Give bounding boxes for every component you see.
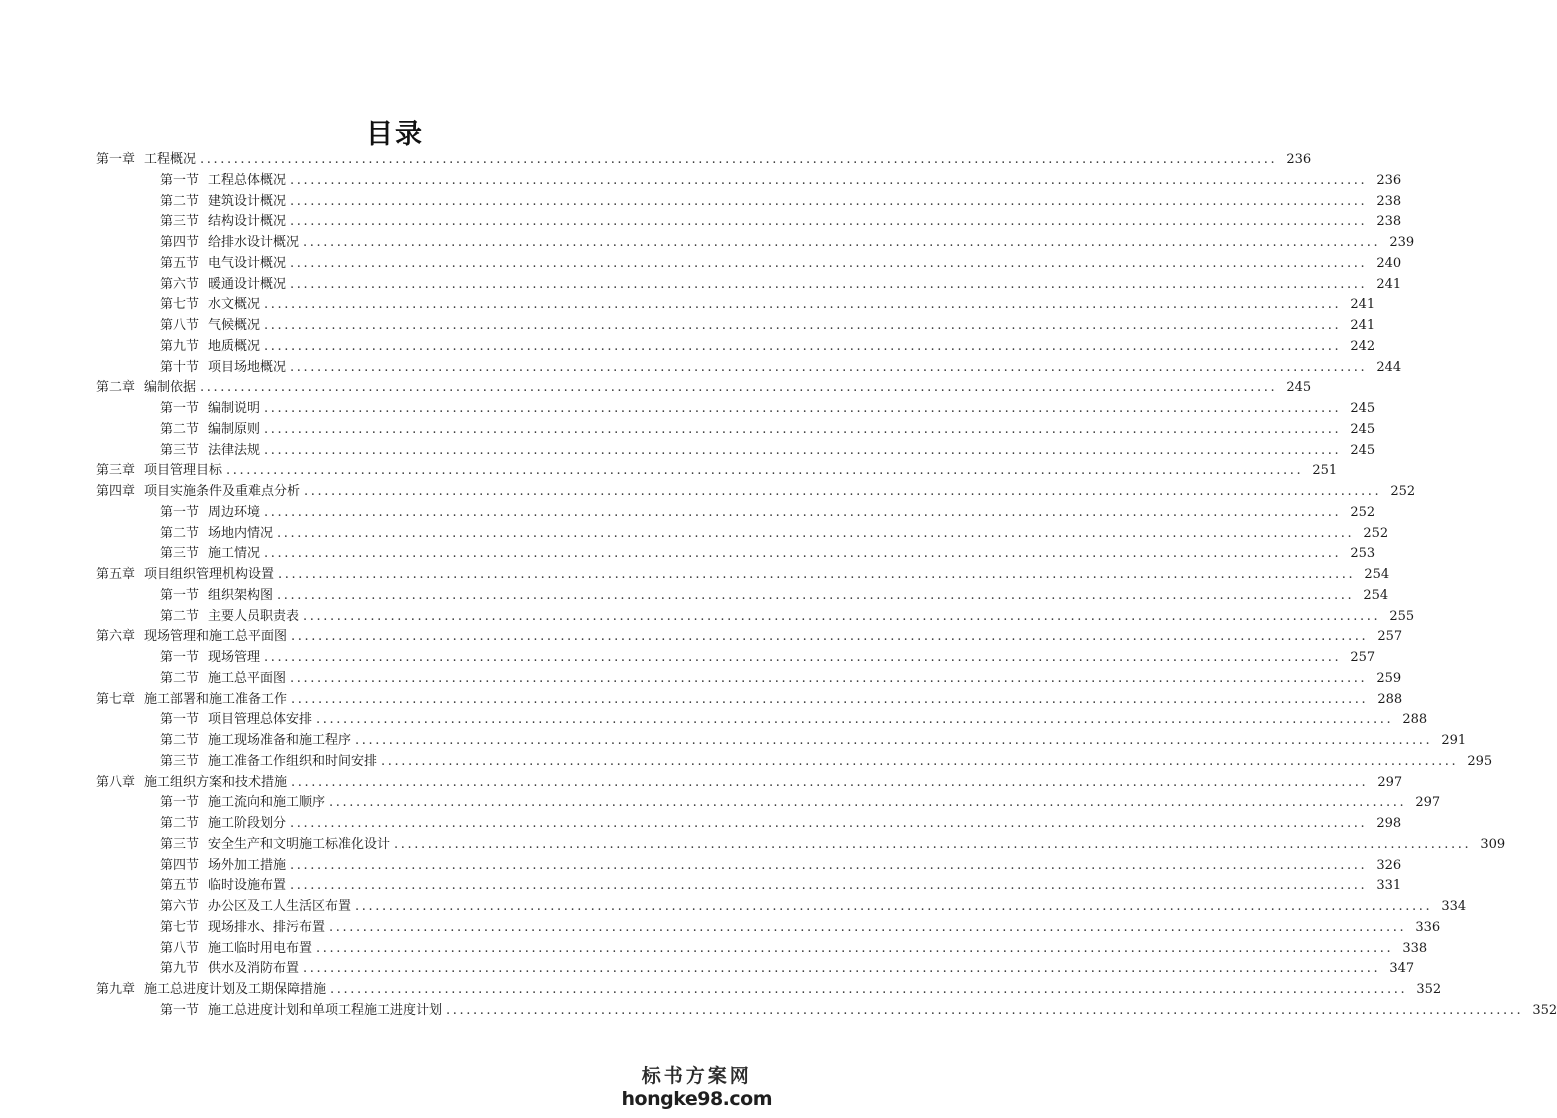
toc-section-entry[interactable] bbox=[96, 959, 1415, 980]
toc-leader-dots: ................................................................................................................................................................ bbox=[290, 857, 1368, 873]
toc-page-number: 239 bbox=[1389, 235, 1415, 250]
toc-section-entry[interactable] bbox=[96, 503, 1376, 524]
table-of-contents bbox=[96, 150, 1557, 1022]
toc-entry-title: 建筑设计概况 bbox=[208, 193, 287, 209]
toc-section-entry[interactable] bbox=[96, 835, 1506, 856]
toc-page-number: 297 bbox=[1415, 795, 1441, 811]
toc-entry-number: 第二节 bbox=[160, 670, 200, 686]
toc-page-number: 255 bbox=[1389, 608, 1415, 624]
toc-entry-number: 第一节 bbox=[160, 712, 200, 728]
toc-entry-title: 现场排水、排污布置 bbox=[208, 919, 326, 935]
toc-entry-label bbox=[160, 939, 312, 960]
toc-entry-number: 第九节 bbox=[160, 338, 200, 354]
toc-section-entry[interactable] bbox=[96, 295, 1376, 316]
toc-page-number: 245 bbox=[1286, 380, 1312, 396]
toc-entry-number: 第一节 bbox=[160, 795, 200, 811]
toc-page-number: 252 bbox=[1350, 504, 1376, 520]
toc-entry-title: 施工准备工作组织和时间安排 bbox=[208, 753, 378, 769]
toc-page-number: 236 bbox=[1376, 172, 1402, 188]
toc-entry-number: 第八节 bbox=[160, 318, 200, 333]
toc-entry-number: 第二节 bbox=[160, 733, 200, 748]
toc-section-entry[interactable] bbox=[96, 586, 1389, 607]
toc-entry-number: 第三节 bbox=[160, 546, 200, 562]
toc-section-entry[interactable] bbox=[96, 337, 1376, 358]
toc-section-entry[interactable] bbox=[96, 710, 1428, 731]
toc-page-number: 295 bbox=[1467, 753, 1493, 769]
toc-page-number: 257 bbox=[1377, 629, 1403, 645]
toc-section-entry[interactable] bbox=[96, 275, 1402, 296]
toc-entry-title: 施工组织方案和技术措施 bbox=[144, 774, 288, 790]
toc-page-number: 331 bbox=[1376, 878, 1402, 894]
toc-section-entry[interactable] bbox=[96, 254, 1402, 275]
toc-page-number: 236 bbox=[1286, 152, 1312, 167]
toc-entry-label bbox=[160, 648, 260, 669]
toc-entry-label bbox=[160, 835, 390, 856]
toc-leader-dots: ................................................................................................................................................................ bbox=[446, 1002, 1524, 1018]
toc-entry-title: 办公区及工人生活区布置 bbox=[208, 899, 352, 914]
toc-leader-dots: ................................................................................................................................................................ bbox=[264, 297, 1342, 313]
toc-leader-dots: ................................................................................................................................................................ bbox=[290, 816, 1368, 831]
toc-page-number: 254 bbox=[1363, 587, 1389, 603]
toc-page-number: 238 bbox=[1376, 193, 1402, 209]
toc-section-entry[interactable] bbox=[96, 669, 1402, 690]
toc-chapter-entry[interactable] bbox=[96, 378, 1312, 399]
toc-leader-dots: ................................................................................................................................................................ bbox=[226, 463, 1304, 479]
toc-leader-dots: ................................................................................................................................................................ bbox=[291, 774, 1369, 790]
toc-entry-number: 第四节 bbox=[160, 857, 200, 873]
toc-page-number: 245 bbox=[1350, 442, 1376, 458]
toc-entry-number: 第一节 bbox=[160, 1002, 200, 1018]
toc-page-number: 244 bbox=[1376, 359, 1402, 375]
toc-entry-label bbox=[160, 918, 325, 939]
toc-entry-label bbox=[160, 586, 273, 607]
toc-entry-label bbox=[160, 607, 299, 628]
toc-leader-dots: ................................................................................................................................................................ bbox=[264, 338, 1342, 354]
toc-entry-label bbox=[160, 503, 260, 524]
toc-entry-title: 主要人员职责表 bbox=[208, 608, 300, 624]
toc-section-entry[interactable] bbox=[96, 876, 1402, 897]
toc-entry-title: 施工情况 bbox=[208, 546, 261, 562]
toc-leader-dots: ................................................................................................................................................................ bbox=[329, 795, 1407, 811]
toc-entry-number: 第一节 bbox=[160, 504, 200, 520]
toc-leader-dots: ................................................................................................................................................................ bbox=[290, 214, 1368, 230]
toc-leader-dots: ................................................................................................................................................................ bbox=[290, 276, 1368, 292]
toc-entry-title: 供水及消防布置 bbox=[208, 961, 300, 977]
page-title: 目录 bbox=[366, 119, 424, 150]
toc-entry-title: 施工总平面图 bbox=[208, 670, 287, 686]
toc-entry-title: 施工流向和施工顺序 bbox=[208, 795, 326, 811]
toc-entry-title: 施工临时用电布置 bbox=[208, 940, 313, 956]
toc-leader-dots: ................................................................................................................................................................ bbox=[290, 193, 1368, 209]
toc-entry-label bbox=[160, 171, 286, 192]
toc-entry-number: 第七节 bbox=[160, 919, 200, 935]
toc-chapter-entry[interactable] bbox=[96, 980, 1442, 1001]
toc-entry-number: 第四节 bbox=[160, 235, 200, 250]
toc-section-entry[interactable] bbox=[96, 607, 1415, 628]
toc-entry-title: 施工总进度计划和单项工程施工进度计划 bbox=[208, 1002, 443, 1018]
toc-page-number: 309 bbox=[1480, 836, 1506, 852]
toc-section-entry[interactable] bbox=[96, 212, 1402, 233]
toc-entry-label bbox=[160, 544, 260, 565]
toc-entry-number: 第二节 bbox=[160, 421, 200, 437]
toc-chapter-entry[interactable] bbox=[96, 565, 1390, 586]
toc-section-entry[interactable] bbox=[96, 897, 1467, 918]
toc-page-number: 326 bbox=[1376, 857, 1402, 873]
toc-leader-dots: ................................................................................................................................................................ bbox=[264, 421, 1342, 437]
toc-entry-title: 项目管理目标 bbox=[144, 463, 223, 479]
toc-entry-label bbox=[160, 669, 286, 690]
toc-page-number: 257 bbox=[1350, 650, 1376, 665]
toc-leader-dots: ................................................................................................................................................................ bbox=[290, 255, 1368, 271]
toc-entry-label bbox=[160, 316, 260, 337]
toc-leader-dots: ................................................................................................................................................................ bbox=[200, 380, 1278, 396]
toc-entry-title: 项目管理总体安排 bbox=[208, 712, 313, 728]
watermark-url: hongke98.com bbox=[621, 1088, 772, 1110]
toc-entry-label bbox=[160, 814, 286, 835]
toc-page-number: 334 bbox=[1441, 899, 1467, 914]
toc-leader-dots: ................................................................................................................................................................ bbox=[200, 152, 1278, 167]
toc-entry-label bbox=[160, 212, 286, 233]
toc-page-number: 288 bbox=[1377, 691, 1403, 707]
toc-page-number: 252 bbox=[1390, 484, 1416, 499]
toc-section-entry[interactable] bbox=[96, 399, 1376, 420]
toc-entry-label bbox=[96, 378, 196, 399]
toc-section-entry[interactable] bbox=[96, 731, 1467, 752]
toc-page-number: 259 bbox=[1376, 670, 1402, 686]
toc-section-entry[interactable] bbox=[96, 1001, 1557, 1022]
watermark-chinese: 标书方案网 bbox=[641, 1065, 752, 1087]
toc-entry-label bbox=[160, 752, 377, 773]
toc-entry-label bbox=[96, 980, 326, 1001]
toc-entry-number: 第五节 bbox=[160, 878, 200, 894]
toc-entry-label bbox=[160, 295, 260, 316]
toc-leader-dots: ................................................................................................................................................................ bbox=[304, 484, 1382, 499]
toc-leader-dots: ................................................................................................................................................................ bbox=[303, 608, 1381, 624]
toc-page-number: 251 bbox=[1312, 463, 1338, 479]
toc-page-number: 242 bbox=[1350, 338, 1376, 354]
toc-entry-number: 第八章 bbox=[96, 774, 136, 790]
toc-entry-label bbox=[160, 524, 273, 545]
toc-entry-title: 暖通设计概况 bbox=[208, 276, 287, 292]
toc-entry-title: 场地内情况 bbox=[208, 525, 274, 541]
toc-chapter-entry[interactable] bbox=[96, 150, 1312, 171]
toc-section-entry[interactable] bbox=[96, 316, 1376, 337]
toc-entry-title: 项目组织管理机构设置 bbox=[144, 567, 275, 582]
toc-entry-title: 给排水设计概况 bbox=[208, 235, 300, 250]
toc-entry-title: 安全生产和文明施工标准化设计 bbox=[208, 836, 391, 852]
toc-entry-number: 第一节 bbox=[160, 172, 200, 188]
toc-section-entry[interactable] bbox=[96, 420, 1376, 441]
toc-section-entry[interactable] bbox=[96, 171, 1402, 192]
toc-leader-dots: ................................................................................................................................................................ bbox=[355, 733, 1433, 748]
toc-entry-label bbox=[160, 897, 351, 918]
toc-entry-title: 水文概况 bbox=[208, 297, 261, 313]
toc-entry-number: 第三章 bbox=[96, 463, 136, 479]
toc-entry-number: 第四章 bbox=[96, 484, 136, 499]
toc-chapter-entry[interactable] bbox=[96, 482, 1416, 503]
toc-chapter-entry[interactable] bbox=[96, 690, 1403, 711]
toc-chapter-entry[interactable] bbox=[96, 773, 1403, 794]
toc-entry-title: 电气设计概况 bbox=[208, 255, 287, 271]
toc-entry-label bbox=[96, 690, 287, 711]
toc-section-entry[interactable] bbox=[96, 918, 1441, 939]
toc-entry-label bbox=[96, 565, 274, 586]
toc-section-entry[interactable] bbox=[96, 648, 1376, 669]
toc-entry-number: 第一章 bbox=[96, 152, 136, 167]
toc-entry-number: 第二章 bbox=[96, 380, 136, 396]
toc-entry-title: 施工现场准备和施工程序 bbox=[208, 733, 352, 748]
toc-page-number: 297 bbox=[1377, 774, 1403, 790]
toc-page-number: 238 bbox=[1376, 214, 1402, 230]
toc-entry-number: 第二节 bbox=[160, 525, 200, 541]
toc-leader-dots: ................................................................................................................................................................ bbox=[381, 753, 1459, 769]
toc-page-number: 254 bbox=[1364, 567, 1390, 582]
toc-section-entry[interactable] bbox=[96, 814, 1402, 835]
toc-entry-number: 第二节 bbox=[160, 816, 200, 831]
toc-leader-dots: ................................................................................................................................................................ bbox=[290, 172, 1368, 188]
toc-entry-title: 组织架构图 bbox=[208, 587, 274, 603]
toc-leader-dots: ................................................................................................................................................................ bbox=[278, 567, 1356, 582]
toc-chapter-entry[interactable] bbox=[96, 627, 1403, 648]
toc-entry-number: 第一节 bbox=[160, 587, 200, 603]
toc-entry-number: 第六节 bbox=[160, 899, 200, 914]
toc-entry-label bbox=[160, 358, 286, 379]
toc-entry-number: 第七节 bbox=[160, 297, 200, 313]
toc-section-entry[interactable] bbox=[96, 441, 1376, 462]
toc-entry-label bbox=[160, 876, 286, 897]
toc-entry-label bbox=[160, 710, 312, 731]
toc-entry-title: 施工部署和施工准备工作 bbox=[144, 691, 288, 707]
toc-entry-title: 施工阶段划分 bbox=[208, 816, 287, 831]
toc-entry-number: 第六节 bbox=[160, 276, 200, 292]
toc-entry-label bbox=[160, 337, 260, 358]
toc-entry-title: 编制原则 bbox=[208, 421, 261, 437]
toc-entry-label bbox=[160, 275, 286, 296]
toc-page-number: 240 bbox=[1376, 255, 1402, 271]
toc-entry-title: 工程总体概况 bbox=[208, 172, 287, 188]
toc-entry-title: 结构设计概况 bbox=[208, 214, 287, 230]
toc-page-number: 241 bbox=[1350, 318, 1376, 333]
toc-section-entry[interactable] bbox=[96, 233, 1415, 254]
toc-leader-dots: ................................................................................................................................................................ bbox=[264, 504, 1342, 520]
toc-page-number: 336 bbox=[1415, 919, 1441, 935]
toc-entry-label bbox=[160, 959, 299, 980]
toc-entry-label bbox=[160, 793, 325, 814]
toc-section-entry[interactable] bbox=[96, 752, 1493, 773]
toc-leader-dots: ................................................................................................................................................................ bbox=[316, 712, 1394, 728]
toc-entry-title: 气候概况 bbox=[208, 318, 261, 333]
toc-leader-dots: ................................................................................................................................................................ bbox=[277, 587, 1355, 603]
toc-entry-label bbox=[160, 233, 299, 254]
toc-entry-number: 第五节 bbox=[160, 255, 200, 271]
toc-entry-title: 施工总进度计划及工期保障措施 bbox=[144, 982, 327, 997]
toc-entry-label bbox=[160, 399, 260, 420]
toc-entry-label bbox=[160, 192, 286, 213]
toc-page-number: 253 bbox=[1350, 546, 1376, 562]
toc-leader-dots: ................................................................................................................................................................ bbox=[394, 836, 1472, 852]
toc-section-entry[interactable] bbox=[96, 192, 1402, 213]
toc-leader-dots: ................................................................................................................................................................ bbox=[355, 899, 1433, 914]
toc-entry-title: 工程概况 bbox=[144, 152, 197, 167]
toc-entry-label bbox=[160, 420, 260, 441]
toc-leader-dots: ................................................................................................................................................................ bbox=[291, 629, 1369, 645]
toc-entry-number: 第二节 bbox=[160, 608, 200, 624]
toc-entry-number: 第二节 bbox=[160, 193, 200, 209]
toc-leader-dots: ................................................................................................................................................................ bbox=[264, 318, 1342, 333]
toc-page-number: 252 bbox=[1363, 525, 1389, 541]
toc-entry-number: 第八节 bbox=[160, 940, 200, 956]
toc-leader-dots: ................................................................................................................................................................ bbox=[303, 961, 1381, 977]
toc-entry-title: 项目场地概况 bbox=[208, 359, 287, 375]
toc-section-entry[interactable] bbox=[96, 939, 1428, 960]
toc-section-entry[interactable] bbox=[96, 544, 1376, 565]
toc-section-entry[interactable] bbox=[96, 524, 1389, 545]
toc-section-entry[interactable] bbox=[96, 856, 1402, 877]
toc-page-number: 338 bbox=[1402, 940, 1428, 956]
toc-entry-label bbox=[160, 731, 351, 752]
toc-entry-number: 第一节 bbox=[160, 401, 200, 416]
toc-section-entry[interactable] bbox=[96, 793, 1441, 814]
toc-chapter-entry[interactable] bbox=[96, 461, 1338, 482]
toc-leader-dots: ................................................................................................................................................................ bbox=[290, 359, 1368, 375]
toc-entry-label bbox=[96, 482, 300, 503]
toc-entry-label bbox=[160, 856, 286, 877]
toc-entry-number: 第三节 bbox=[160, 214, 200, 230]
toc-page-number: 241 bbox=[1350, 297, 1376, 313]
toc-entry-number: 第九节 bbox=[160, 961, 200, 977]
toc-leader-dots: ................................................................................................................................................................ bbox=[264, 650, 1342, 665]
toc-entry-title: 周边环境 bbox=[208, 504, 261, 520]
toc-leader-dots: ................................................................................................................................................................ bbox=[264, 401, 1342, 416]
toc-entry-label bbox=[96, 773, 287, 794]
toc-entry-number: 第三节 bbox=[160, 836, 200, 852]
toc-entry-number: 第一节 bbox=[160, 650, 200, 665]
toc-entry-label bbox=[96, 461, 222, 482]
toc-leader-dots: ................................................................................................................................................................ bbox=[303, 235, 1381, 250]
toc-page-number: 347 bbox=[1389, 961, 1415, 977]
toc-leader-dots: ................................................................................................................................................................ bbox=[264, 546, 1342, 562]
toc-entry-label bbox=[96, 627, 287, 648]
toc-leader-dots: ................................................................................................................................................................ bbox=[277, 525, 1355, 541]
toc-leader-dots: ................................................................................................................................................................ bbox=[291, 691, 1369, 707]
toc-leader-dots: ................................................................................................................................................................ bbox=[290, 878, 1368, 894]
toc-entry-title: 编制依据 bbox=[144, 380, 197, 396]
toc-entry-number: 第三节 bbox=[160, 753, 200, 769]
toc-page-number: 245 bbox=[1350, 401, 1376, 416]
toc-entry-number: 第三节 bbox=[160, 442, 200, 458]
toc-leader-dots: ................................................................................................................................................................ bbox=[290, 670, 1368, 686]
toc-entry-label bbox=[160, 441, 260, 462]
toc-entry-title: 地质概况 bbox=[208, 338, 261, 354]
toc-leader-dots: ................................................................................................................................................................ bbox=[330, 982, 1408, 997]
toc-section-entry[interactable] bbox=[96, 358, 1402, 379]
toc-entry-title: 现场管理 bbox=[208, 650, 261, 665]
toc-entry-label bbox=[96, 150, 196, 171]
toc-entry-title: 项目实施条件及重难点分析 bbox=[144, 484, 301, 499]
toc-leader-dots: ................................................................................................................................................................ bbox=[329, 919, 1407, 935]
toc-entry-title: 临时设施布置 bbox=[208, 878, 287, 894]
watermark-logo bbox=[622, 1064, 773, 1110]
toc-leader-dots: ................................................................................................................................................................ bbox=[316, 940, 1394, 956]
toc-leader-dots: ................................................................................................................................................................ bbox=[264, 442, 1342, 458]
toc-page-number: 241 bbox=[1376, 276, 1402, 292]
toc-page-number: 288 bbox=[1402, 712, 1428, 728]
toc-page-number: 298 bbox=[1376, 816, 1402, 831]
toc-entry-label bbox=[160, 1001, 442, 1022]
toc-entry-title: 场外加工措施 bbox=[208, 857, 287, 873]
toc-entry-title: 编制说明 bbox=[208, 401, 261, 416]
toc-page-number: 245 bbox=[1350, 421, 1376, 437]
toc-entry-label bbox=[160, 254, 286, 275]
toc-entry-number: 第七章 bbox=[96, 691, 136, 707]
toc-page-number: 352 bbox=[1416, 982, 1442, 997]
toc-entry-title: 法律法规 bbox=[208, 442, 261, 458]
toc-entry-number: 第五章 bbox=[96, 567, 136, 582]
toc-entry-number: 第十节 bbox=[160, 359, 200, 375]
toc-page-number: 291 bbox=[1441, 733, 1467, 748]
toc-entry-number: 第六章 bbox=[96, 629, 136, 645]
toc-entry-number: 第九章 bbox=[96, 982, 136, 997]
toc-entry-title: 现场管理和施工总平面图 bbox=[144, 629, 288, 645]
toc-page-number: 352 bbox=[1532, 1002, 1557, 1018]
